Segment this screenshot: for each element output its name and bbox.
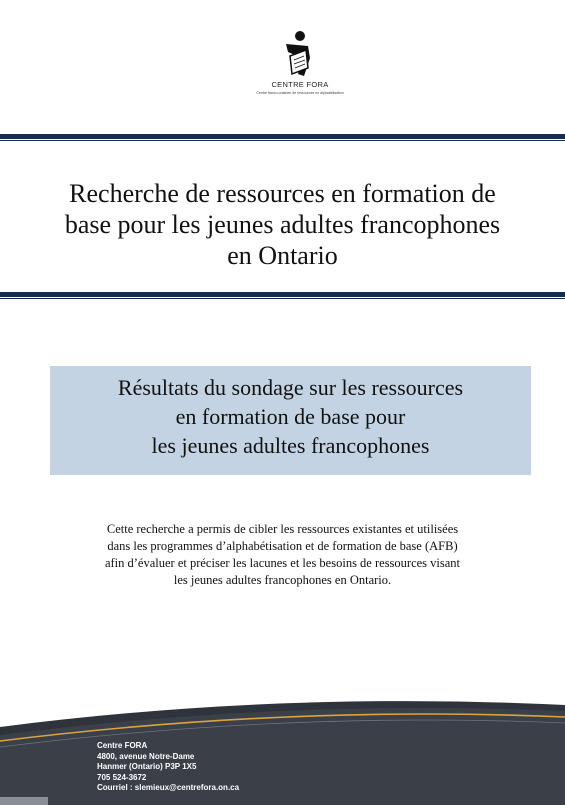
main-title-line: base pour les jeunes adultes francophones xyxy=(64,210,501,239)
footer-band xyxy=(0,697,565,805)
subtitle-line: Résultats du sondage sur les ressources xyxy=(117,375,464,400)
centre-fora-logo xyxy=(240,28,360,108)
top-rule-thin xyxy=(0,140,565,141)
bottom-rule-thin xyxy=(0,298,565,299)
footer-org: Centre FORA xyxy=(97,741,148,750)
description-line: les jeunes adultes francophones en Ontario. xyxy=(173,573,392,587)
description-line: Cette recherche a permis de cibler les ressources existantes et utilisées xyxy=(106,522,459,536)
description-line: afin d’évaluer et préciser les lacunes et les besoins de ressources visant xyxy=(104,556,461,570)
subtitle-box xyxy=(50,366,531,475)
reader-figure-icon xyxy=(278,28,318,80)
footer-email: Courriel : slemieux@centrefora.on.ca xyxy=(97,783,240,792)
main-title xyxy=(20,178,545,271)
logo-tagline: Centre franco-ontarien de ressources en alphabétisation xyxy=(256,91,344,95)
footer-phone: 705 524-3672 xyxy=(97,772,147,782)
description xyxy=(60,521,505,589)
bottom-rule xyxy=(0,292,565,297)
subtitle-line: les jeunes adultes francophones xyxy=(151,433,430,458)
footer-street: 4800, avenue Notre-Dame xyxy=(97,751,195,761)
footer-address xyxy=(97,741,239,794)
footer-city: Hanmer (Ontario) P3P 1X5 xyxy=(97,762,197,771)
logo-name: CENTRE FORA xyxy=(271,80,329,89)
subtitle-line: en formation de base pour xyxy=(175,404,406,429)
description-line: dans les programmes d’alphabétisation et de formation de base (AFB) xyxy=(107,539,458,553)
top-rule xyxy=(0,134,565,139)
main-title-line: Recherche de ressources en formation de xyxy=(69,179,496,208)
main-title-line: en Ontario xyxy=(227,241,338,270)
